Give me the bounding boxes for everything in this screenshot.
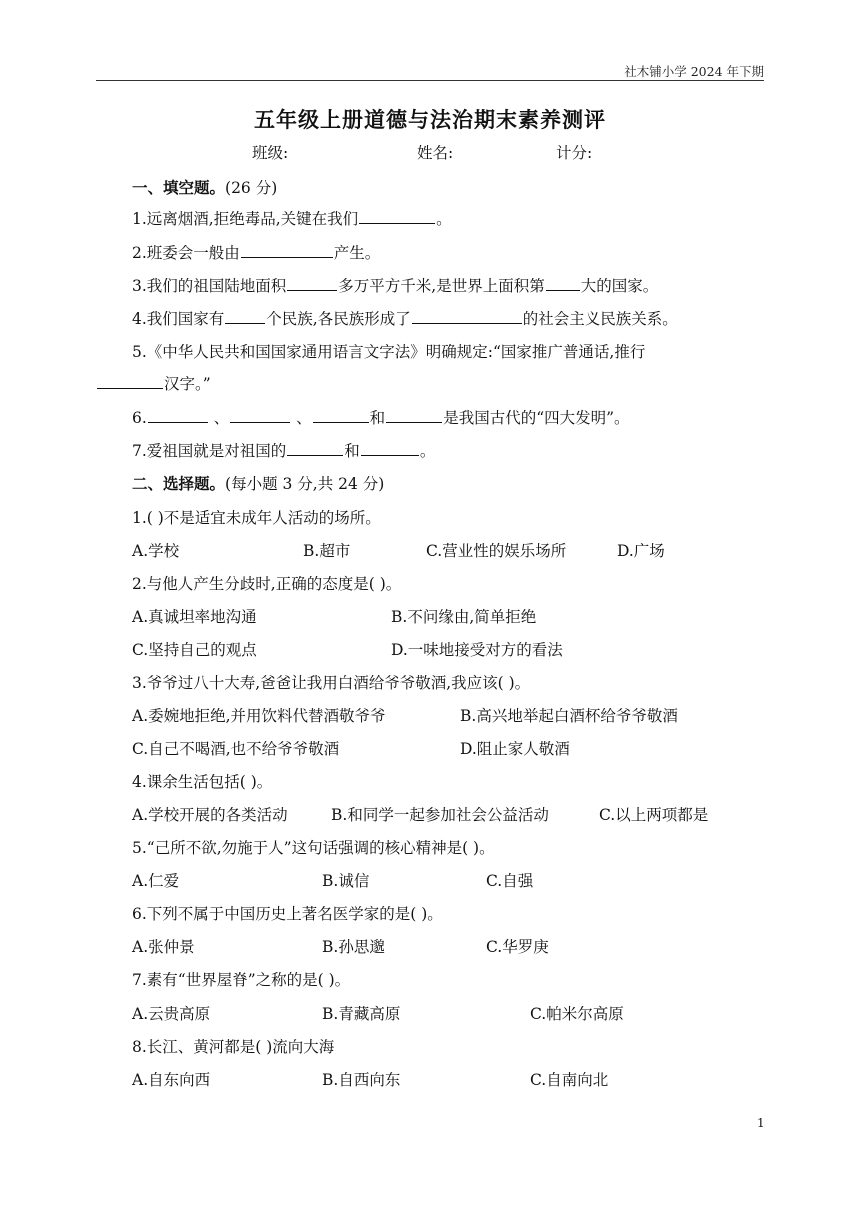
q6-sep-2: 、 [291,409,312,427]
fill-question-2 [132,241,380,263]
q1-end: 。 [436,210,452,228]
choice-question-1: 1.( )不是适宜未成年人活动的场所。 [132,509,381,527]
q6-blank-2[interactable] [230,421,290,423]
q2-blank[interactable] [241,256,333,258]
q2-option-a[interactable]: A.真诚坦率地沟通 [132,608,257,626]
page-number: 1 [757,1116,765,1130]
q4-option-a[interactable]: A.学校开展的各类活动 [132,806,288,824]
q1-option-c[interactable]: C.营业性的娱乐场所 [426,542,567,560]
q6-text: 6. [132,409,147,427]
q4-blank-2[interactable] [412,322,522,324]
q2-end: 产生。 [333,244,381,262]
score-label: 计分: [556,144,593,162]
q6-sep-1: 、 [208,409,230,427]
choice-question-6: 6.下列不属于中国历史上著名医学家的是( )。 [132,905,443,923]
q7-option-a[interactable]: A.云贵高原 [132,1005,211,1023]
fill-question-3 [132,274,658,296]
section2-points: (每小题 3 分,共 24 分) [225,475,385,493]
q1-option-b[interactable]: B.超市 [303,542,351,560]
q6-and: 和 [369,409,386,427]
q3-text: 3.我们的祖国陆地面积 [132,277,287,295]
q3-option-d[interactable]: D.阻止家人敬酒 [460,740,570,758]
choice-question-8: 8.长江、黄河都是( )流向大海 [132,1038,335,1056]
q4-end: 的社会主义民族关系。 [522,310,678,328]
q7-and: 和 [344,442,360,460]
q1-option-d[interactable]: D.广场 [617,542,665,560]
q3-end: 大的国家。 [580,277,659,295]
choice-question-3: 3.爷爷过八十大寿,爸爸让我用白酒给爷爷敬酒,我应该( )。 [132,674,531,692]
q6-option-a[interactable]: A.张仲景 [132,938,195,956]
q8-option-b[interactable]: B.自西向东 [322,1071,401,1089]
q3-option-a[interactable]: A.委婉地拒绝,并用饮料代替酒敬爷爷 [132,707,386,725]
q7-option-c[interactable]: C.帕米尔高原 [530,1005,624,1023]
fill-question-5-cont [96,372,211,394]
q7-blank-1[interactable] [287,454,343,456]
q3-option-b[interactable]: B.高兴地举起白酒杯给爷爷敬酒 [460,707,678,725]
q6-option-c[interactable]: C.华罗庚 [486,938,549,956]
q5-option-a[interactable]: A.仁爱 [132,872,180,890]
section1-points: (26 分) [225,179,278,197]
fill-question-7 [132,439,435,461]
fill-question-4 [132,307,678,329]
choice-question-2: 2.与他人产生分歧时,正确的态度是( )。 [132,575,402,593]
section1-heading [132,176,277,198]
q2-text: 2.班委会一般由 [132,244,240,262]
q5-text: 5.《中华人民共和国国家通用语言文字法》明确规定:“国家推广普通话,推行 [132,343,646,361]
q4-mid: 个民族,各民族形成了 [266,310,411,328]
q5-option-c[interactable]: C.自强 [486,872,534,890]
q7-blank-2[interactable] [361,454,419,456]
q1-option-a[interactable]: A.学校 [132,542,180,560]
q2-option-b[interactable]: B.不问缘由,简单拒绝 [391,608,537,626]
exam-title: 五年级上册道德与法治期末素养测评 [254,107,606,132]
q4-option-c[interactable]: C.以上两项都是 [599,806,709,824]
fill-question-5 [132,340,645,362]
choice-question-5: 5.“己所不欲,勿施于人”这句话强调的核心精神是( )。 [132,839,495,857]
q4-blank-1[interactable] [225,322,265,324]
q6-blank-1[interactable] [148,421,208,423]
q3-blank-2[interactable] [546,289,580,291]
q2-option-d[interactable]: D.一味地接受对方的看法 [391,641,563,659]
q3-option-c[interactable]: C.自己不喝酒,也不给爷爷敬酒 [132,740,340,758]
class-label: 班级: [252,144,289,162]
q8-option-c[interactable]: C.自南向北 [530,1071,609,1089]
section1-title: 一、填空题。 [132,178,226,197]
q2-option-c[interactable]: C.坚持自己的观点 [132,641,257,659]
q1-text: 1.远离烟酒,拒绝毒品,关键在我们 [132,210,359,228]
q4-text: 4.我们国家有 [132,310,225,328]
q1-blank[interactable] [359,222,435,224]
header-divider [96,80,764,81]
q7-text: 7.爱祖国就是对祖国的 [132,442,287,460]
q5-option-b[interactable]: B.诚信 [322,872,370,890]
q4-option-b[interactable]: B.和同学一起参加社会公益活动 [331,806,549,824]
section2-heading [132,472,384,494]
q3-mid: 多万平方千米,是世界上面积第 [338,277,545,295]
fill-question-1 [132,207,452,229]
q5-blank[interactable] [97,387,163,389]
fill-question-6 [132,406,630,428]
q7-end: 。 [419,442,436,460]
q6-blank-3[interactable] [313,421,369,423]
choice-question-4: 4.课余生活包括( )。 [132,773,273,791]
q3-blank-1[interactable] [287,289,337,291]
q6-end: 是我国古代的“四大发明”。 [443,409,630,427]
q5-end: 汉字。” [164,375,211,393]
school-header: 社木铺小学 2024 年下期 [624,64,764,79]
name-label: 姓名: [417,144,454,162]
q8-option-a[interactable]: A.自东向西 [132,1071,211,1089]
q6-option-b[interactable]: B.孙思邈 [322,938,385,956]
section2-title: 二、选择题。 [132,474,226,493]
q7-option-b[interactable]: B.青藏高原 [322,1005,401,1023]
choice-question-7: 7.素有“世界屋脊”之称的是( )。 [132,971,351,989]
q6-blank-4[interactable] [386,421,442,423]
